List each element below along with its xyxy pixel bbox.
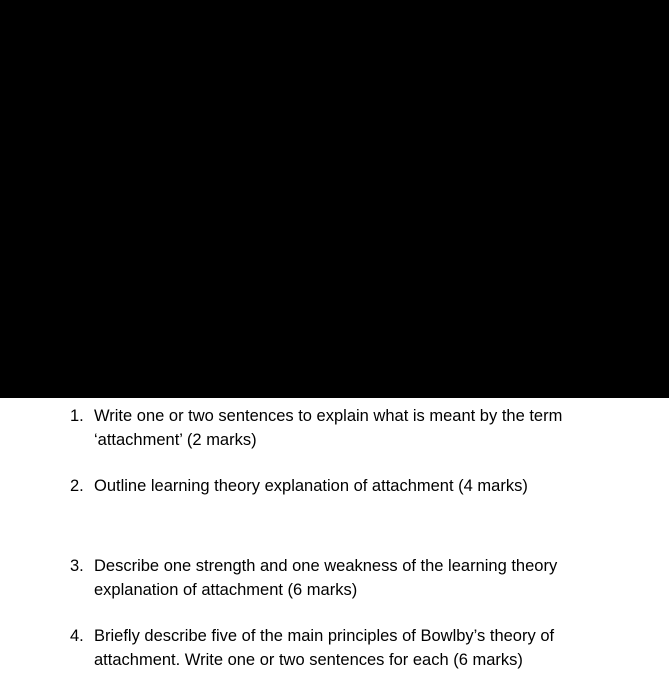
question-number: 2. — [70, 477, 84, 495]
question-number: 4. — [70, 627, 84, 645]
question-text: Describe one strength and one weakness of the learning theory explanation of attachment (6 marks) — [94, 557, 558, 599]
question-number: 1. — [70, 407, 84, 425]
question-text: Outline learning theory explanation of attachment (4 marks) — [94, 477, 528, 495]
question-number: 3. — [70, 557, 84, 575]
question-text: Briefly describe five of the main principles of Bowlby’s theory of attachment. Write one or two sentences for each (6 marks) — [94, 627, 555, 669]
question-text: Write one or two sentences to explain what is meant by the term ‘attachment’ (2 marks) — [94, 407, 563, 449]
